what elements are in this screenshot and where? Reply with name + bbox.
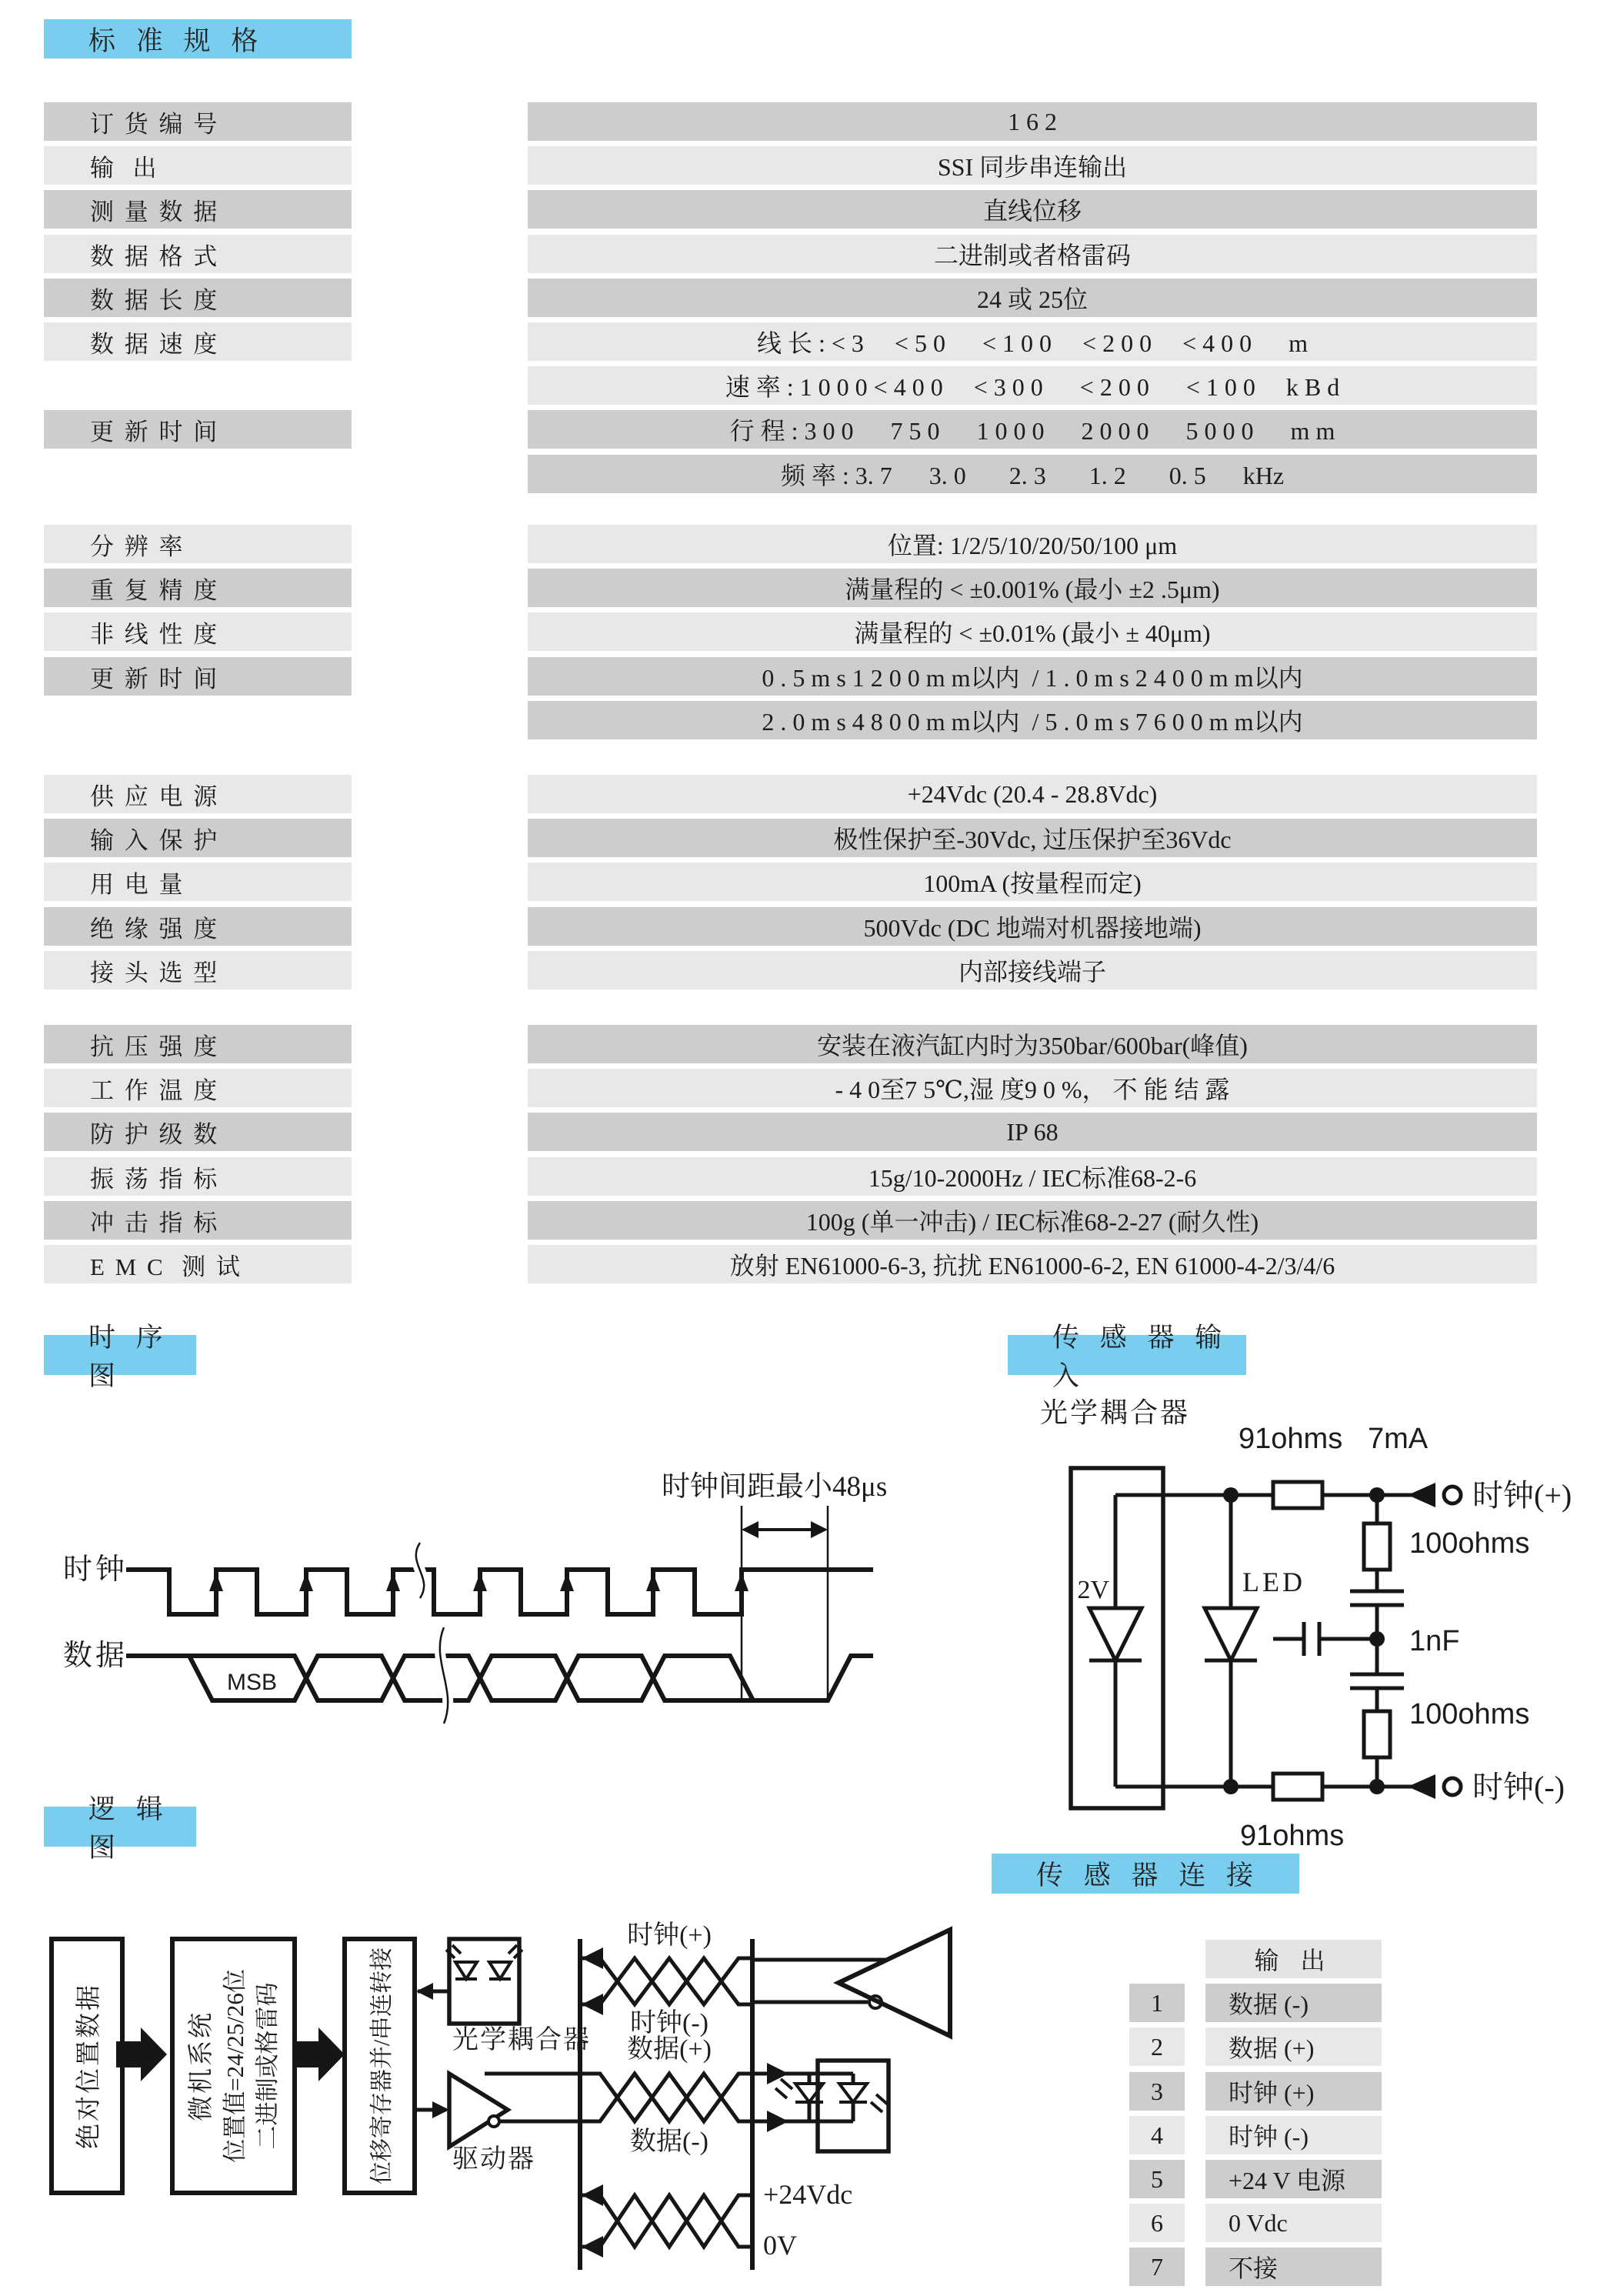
spec-row-value: 安装在液汽缸内时为350bar/600bar(峰值)	[528, 1025, 1537, 1063]
spec-row-label: 防 护 级 数	[44, 1113, 352, 1151]
cap-label: 1nF	[1409, 1625, 1460, 1657]
timing-diagram	[46, 1462, 1077, 1862]
sensor-input-circuit	[1000, 1377, 1597, 1885]
spec-row-value: 内部接线端子	[528, 951, 1537, 989]
spec-row-label: E M C 测 试	[44, 1245, 352, 1283]
resistor-100-top-label: 100ohms	[1409, 1527, 1530, 1560]
spec-row-value: 极性保护至-30Vdc, 过压保护至36Vdc	[528, 819, 1537, 857]
arrow-left-icon	[582, 1994, 603, 2015]
spec-row-value: 500Vdc (DC 地端对机器接地端)	[528, 907, 1537, 946]
pin-value: 不接	[1205, 2248, 1382, 2286]
inverter-bubble-icon	[488, 2116, 499, 2127]
data-plus-label: 数据(+)	[627, 2035, 712, 2064]
spec-row-label: 工 作 温 度	[44, 1069, 352, 1107]
spec-row-value: 行 程 : 3 0 0 7 5 0 1 0 0 0 2 0 0 0 5 0 0 0 m m	[528, 410, 1537, 449]
pin-number: 1	[1129, 1984, 1185, 2022]
arrow-left-icon	[1408, 1774, 1435, 1799]
resistor-top-label: 91ohms	[1239, 1423, 1343, 1455]
pin-number: 4	[1129, 2116, 1185, 2154]
arrow-left-icon	[582, 2184, 603, 2206]
spec-row-label: 用 电 量	[44, 863, 352, 901]
spec-row-label: 输 出	[44, 146, 352, 185]
spec-row-label: 订 货 编 号	[44, 102, 352, 141]
box2-line3: 二进制或格雷码	[254, 1982, 281, 2150]
spec-row-label: 数 据 格 式	[44, 235, 352, 273]
clock-plus-label: 时钟(+)	[1472, 1478, 1572, 1513]
arrow-left-icon	[416, 1983, 433, 2000]
spec-row-value: 1 6 2	[528, 102, 1537, 141]
resistor-bottom-label: 91ohms	[1240, 1820, 1345, 1852]
section-header-standard-spec	[44, 19, 352, 58]
terminal-clock-plus	[1444, 1487, 1461, 1503]
box3-label: 位移寄存器并/串连转接	[369, 1947, 395, 2185]
section-header-label: 标 准 规 格	[88, 25, 265, 56]
clock-minus-label: 时钟(-)	[630, 2009, 708, 2037]
led-diode-icon	[1205, 1608, 1257, 1660]
clock-waveform	[126, 1570, 873, 1614]
current-label: 7mA	[1368, 1423, 1429, 1455]
led-label: LED	[1242, 1567, 1305, 1597]
driver-triangle	[449, 2074, 508, 2147]
spec-row-label: 抗 压 强 度	[44, 1025, 352, 1063]
box1-label: 绝对位置数据	[75, 1983, 103, 2149]
spec-row-label: 重 复 精 度	[44, 569, 352, 607]
data-pair	[580, 2074, 752, 2121]
spec-row-label: 数 据 速 度	[44, 322, 352, 361]
section-header-label: 逻 辑 图	[88, 1794, 170, 1863]
optocoupler2-diodes	[446, 1945, 522, 1979]
box2-line2: 位置值=24/25/26位	[222, 1969, 248, 2163]
diode-voltage-label: 2V	[1077, 1576, 1109, 1604]
section-header-sensor-input	[1008, 1323, 1246, 1391]
terminal-clock-minus	[1444, 1778, 1461, 1795]
pin-value: 0 Vdc	[1205, 2204, 1382, 2242]
ground-label: 0V	[763, 2230, 797, 2261]
spec-row-value: 线 长 : < 3 < 5 0 < 1 0 0 < 2 0 0 < 4 0 0 m	[528, 322, 1537, 361]
spec-row-label: 接 头 选 型	[44, 951, 352, 989]
driver-label: 驱动器	[452, 2145, 535, 2174]
arrow-right-icon	[767, 2111, 788, 2132]
spec-row-value: SSI 同步串连输出	[528, 146, 1537, 185]
flow-arrow-icon	[294, 2027, 345, 2081]
pin-number: 7	[1129, 2248, 1185, 2286]
spec-row-value: 位置: 1/2/5/10/20/50/100 μm	[528, 525, 1537, 563]
spec-row-label: 绝 缘 强 度	[44, 907, 352, 946]
box2-line1: 微机系统	[188, 2011, 215, 2121]
spec-row-value: 频 率 : 3. 7 3. 0 2. 3 1. 2 0. 5 kHz	[528, 455, 1537, 493]
arrow-left-icon	[1408, 1483, 1435, 1507]
logic-diagram	[31, 1901, 985, 2296]
optocoupler2-label: 光学耦合器	[452, 2026, 591, 2054]
spec-row-value: 24 或 25位	[528, 279, 1537, 317]
resistor-91-top	[1273, 1482, 1322, 1508]
pin-value: 时钟 (-)	[1205, 2116, 1382, 2154]
spec-row-value: - 4 0至7 5℃,湿 度9 0 %， 不 能 结 露	[528, 1069, 1537, 1107]
spec-row-label: 测 量 数 据	[44, 190, 352, 229]
arrow-left-icon	[582, 1947, 603, 1969]
spec-row-label: 更 新 时 间	[44, 657, 352, 696]
pin-table-header: 输 出	[1205, 1940, 1382, 1978]
pin-number: 3	[1129, 2072, 1185, 2111]
spec-row-label: 振 荡 指 标	[44, 1157, 352, 1196]
pin-value: 数据 (-)	[1205, 1984, 1382, 2022]
spec-row-label: 非 线 性 度	[44, 612, 352, 651]
spec-row-value: 二进制或者格雷码	[528, 235, 1537, 273]
clock-pair	[580, 1958, 752, 2004]
power-label: +24Vdc	[763, 2179, 853, 2210]
spec-row-value: 100g (单一冲击) / IEC标准68-2-27 (耐久性)	[528, 1201, 1537, 1240]
spec-row-value: 15g/10-2000Hz / IEC标准68-2-6	[528, 1157, 1537, 1196]
msb-label: MSB	[227, 1670, 278, 1695]
pin-value: 数据 (+)	[1205, 2027, 1382, 2066]
arrow-left-icon	[582, 2236, 603, 2258]
receiver-triangle	[839, 1930, 950, 2036]
pin-connection-table	[1129, 1940, 1391, 2282]
spec-row-label: 更 新 时 间	[44, 410, 352, 449]
pin-number: 5	[1129, 2160, 1185, 2198]
timing-annotation: 时钟间距最小48μs	[662, 1471, 888, 1503]
section-header-timing-diagram	[44, 1323, 196, 1391]
pin-value: +24 V 电源	[1205, 2160, 1382, 2198]
spec-row-value: 直线位移	[528, 190, 1537, 229]
section-header-label: 时 序 图	[88, 1323, 170, 1391]
clock-plus-label: 时钟(+)	[627, 1921, 712, 1950]
resistor-100-bottom-label: 100ohms	[1409, 1698, 1530, 1730]
arrow-right-icon	[432, 2101, 449, 2118]
data-minus-label: 数据(-)	[630, 2127, 708, 2156]
spec-row-value: 满量程的 < ±0.01% (最小 ± 40μm)	[528, 612, 1537, 651]
optocoupler3-diodes	[775, 2074, 888, 2121]
clock-label: 时钟	[63, 1553, 128, 1586]
section-header-label: 传 感 器 输 入	[1052, 1323, 1229, 1391]
pin-number: 6	[1129, 2204, 1185, 2242]
arrow-right-icon	[811, 1521, 828, 1538]
spec-row-label: 分 辨 率	[44, 525, 352, 563]
spec-row-value: IP 68	[528, 1113, 1537, 1151]
clock-minus-label: 时钟(-)	[1472, 1770, 1565, 1804]
power-pair	[580, 2195, 752, 2247]
arrow-left-icon	[742, 1521, 758, 1538]
data-label: 数据	[63, 1640, 128, 1672]
spec-row-value: 2 . 0 m s 4 8 0 0 m m以内 / 5 . 0 m s 7 6 0 0 m m以内	[528, 701, 1537, 739]
spec-row-value: 0 . 5 m s 1 2 0 0 m m以内 / 1 . 0 m s 2 4 0 0 m m以内	[528, 657, 1537, 696]
spec-row-value: 速 率 : 1 0 0 0 < 4 0 0 < 3 0 0 < 2 0 0 < 1 0 0 k B d	[528, 366, 1537, 405]
section-header-label: 传 感 器 连 接	[1036, 1860, 1261, 1891]
spec-row-value: 100mA (按量程而定)	[528, 863, 1537, 901]
optocoupler-label: 光学耦合器	[1040, 1397, 1191, 1428]
spec-row-label: 输 入 保 护	[44, 819, 352, 857]
resistor-91-bottom	[1273, 1774, 1322, 1800]
spec-row-label: 供 应 电 源	[44, 775, 352, 813]
spec-row-value: +24Vdc (20.4 - 28.8Vdc)	[528, 775, 1537, 813]
pin-value: 时钟 (+)	[1205, 2072, 1382, 2111]
pin-number: 2	[1129, 2027, 1185, 2066]
spec-row-label: 数 据 长 度	[44, 279, 352, 317]
spec-row-value: 放射 EN61000-6-3, 抗扰 EN61000-6-2, EN 61000-4-2/3/4/6	[528, 1245, 1537, 1283]
diode-icon	[1089, 1608, 1142, 1660]
spec-row-label: 冲 击 指 标	[44, 1201, 352, 1240]
spec-row-value: 满量程的 < ±0.001% (最小 ±2 .5μm)	[528, 569, 1537, 607]
